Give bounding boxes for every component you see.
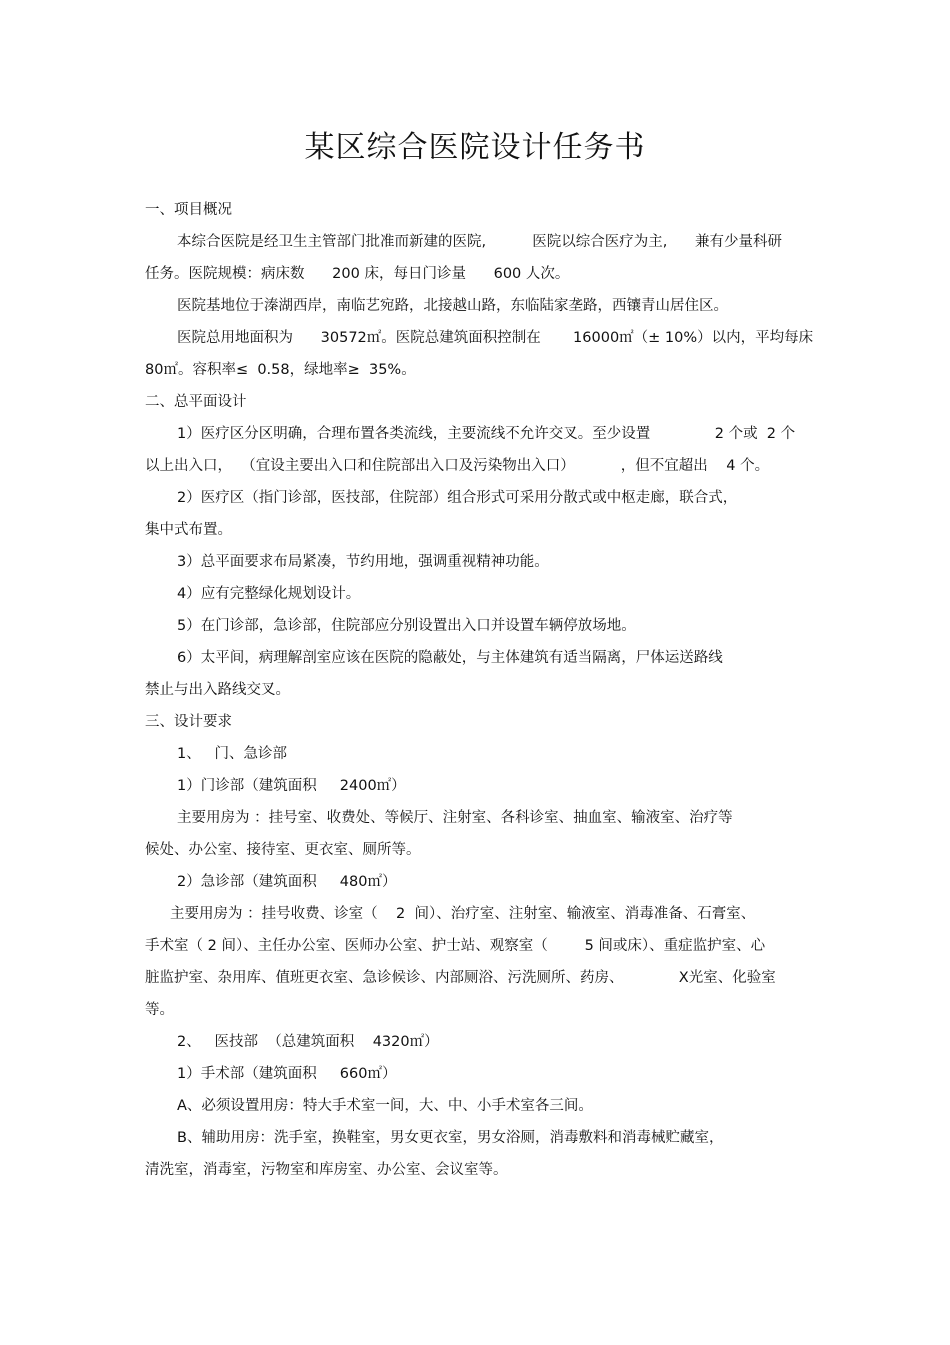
text-line: 1）手术部（建筑面积 660㎡）	[177, 1066, 397, 1082]
text-line: 2、 医技部 （总建筑面积 4320㎡）	[177, 1034, 439, 1050]
text-line: 主要用房为 ：挂号室、收费处、等候厅、注射室、各科诊室、抽血室、输液室、治疗等	[177, 810, 733, 826]
text-line: 二、总平面设计	[145, 394, 247, 410]
text-line: 清洗室，消毒室，污物室和库房室、办公室、会议室等。	[145, 1162, 508, 1178]
text-line: 主要用房为 ：挂号收费、诊室（ 2 间）、治疗室、注射室、输液室、消毒准备、石膏室、	[170, 906, 756, 922]
text-line: 手术室（ 2 间）、主任办公室、医师办公室、护士站、观察室（ 5 间或床）、重症监护室、心	[145, 938, 766, 954]
text-line: 1、 门、急诊部	[177, 746, 288, 762]
text-line: 以上出入口， （宜设主要出入口和住院部出入口及污染物出入口） ，但不宜超出 4 个。	[145, 458, 770, 474]
text-line: A、必须设置用房：特大手术室一间，大、中、小手术室各三间。	[177, 1098, 593, 1114]
text-line: 1）门诊部（建筑面积 2400㎡）	[177, 778, 406, 794]
text-line: 4）应有完整绿化规划设计。	[177, 586, 361, 602]
text-line: 1）医疗区分区明确，合理布置各类流线，主要流线不允许交叉。至少设置 2 个或 2 个	[177, 426, 796, 442]
text-line: 2）急诊部（建筑面积 480㎡）	[177, 874, 397, 890]
text-line: 3）总平面要求布局紧凑，节约用地，强调重视精神功能。	[177, 554, 549, 570]
text-line: B、辅助用房：洗手室，换鞋室，男女更衣室，男女浴厕，消毒敷料和消毒械贮藏室，	[177, 1130, 724, 1146]
text-line: 2）医疗区（指门诊部，医技部，住院部）组合形式可采用分散式或中枢走廊，联合式，	[177, 490, 738, 506]
text-line: 医院总用地面积为 30572㎡。医院总建筑面积控制在 16000㎡（± 10%）以内，平均每床	[177, 330, 814, 346]
text-line: 三、设计要求	[145, 714, 232, 730]
text-line: 脏监护室、杂用库、值班更衣室、急诊候诊、内部厕浴、污洗厕所、药房、 X光室、化验室	[145, 970, 776, 986]
text-line: 80㎡。容积率≤ 0.58，绿地率≥ 35%。	[145, 362, 416, 378]
text-line: 等。	[145, 1002, 174, 1018]
text-line: 候处、办公室、接待室、更衣室、厕所等。	[145, 842, 421, 858]
text-line: 医院基地位于溱湖西岸，南临艺宛路，北接越山路，东临陆家垄路，西镶青山居住区。	[177, 298, 728, 314]
text-line: 禁止与出入路线交叉。	[145, 682, 290, 698]
text-line: 6）太平间，病理解剖室应该在医院的隐蔽处，与主体建筑有适当隔离，尸体运送路线	[177, 650, 723, 666]
text-line: 5）在门诊部，急诊部，住院部应分别设置出入口并设置车辆停放场地。	[177, 618, 636, 634]
text-line: 本综合医院是经卫生主管部门批准而新建的医院, 医院以综合医疗为主, 兼有少量科研	[177, 234, 782, 250]
document-title: 某区综合医院设计任务书	[304, 130, 646, 165]
text-line: 任务。医院规模：病床数 200 床，每日门诊量 600 人次。	[145, 266, 570, 282]
text-line: 一、项目概况	[145, 202, 232, 218]
text-line: 集中式布置。	[145, 522, 232, 538]
